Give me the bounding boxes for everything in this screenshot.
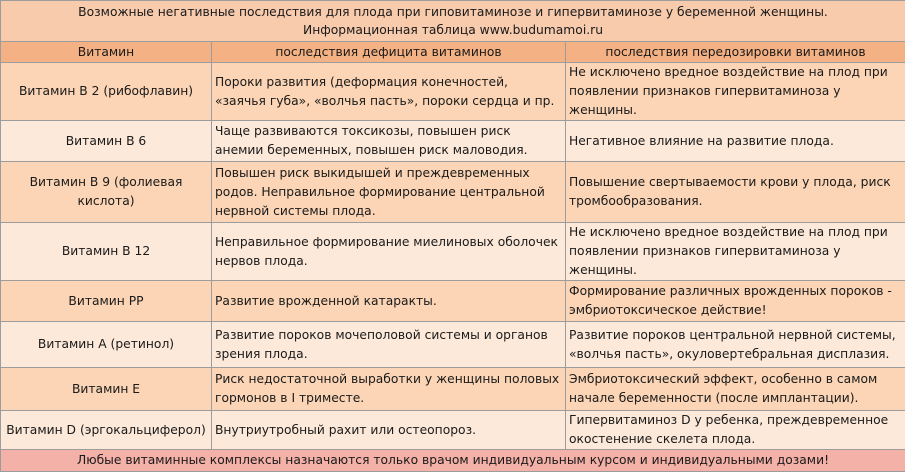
vitamin-cell: Витамин В 2 (рибофлавин) [1, 63, 212, 121]
footer-note: Любые витаминные комплексы назначаются только врачом индивидуальным курсом и индивидуальными дозами! [1, 450, 905, 472]
overdose-cell: Не исключено вредное воздействие на плод при появлении признаков гипервитаминоза у женщины. [566, 63, 905, 121]
table-title [1, 1, 905, 42]
overdose-cell: Не исключено вредное воздействие на плод при появлении признаков гипервитаминоза у женщины. [566, 223, 905, 281]
overdose-cell: Негативное влияние на развитие плода. [566, 121, 905, 162]
vitamin-cell: Витамин В 6 [1, 121, 212, 162]
table-row [1, 281, 905, 322]
vitamin-cell: Витамин D (эргокальциферол) [1, 411, 212, 450]
deficit-cell: Повышен риск выкидышей и преждевременных родов. Неправильное формирование центральной нервной системы плода. [212, 162, 566, 223]
table-row [1, 121, 905, 162]
vitamin-cell: Витамин В 12 [1, 223, 212, 281]
deficit-cell: Развитие врожденной катаракты. [212, 281, 566, 322]
table-row [1, 322, 905, 368]
overdose-cell: Развитие пороков центральной нервной системы, «волчья пасть», окуловертебральная дисплазия. [566, 322, 905, 368]
table-row [1, 411, 905, 450]
deficit-cell: Чаще развиваются токсикозы, повышен риск анемии беременных, повышен риск маловодия. [212, 121, 566, 162]
overdose-cell: Эмбриотоксический эффект, особенно в самом начале беременности (после имплантации). [566, 368, 905, 411]
overdose-cell: Формирование различных врожденных пороков - эмбриотоксическое действие! [566, 281, 905, 322]
deficit-cell: Развитие пороков мочеполовой системы и органов зрения плода. [212, 322, 566, 368]
deficit-cell: Риск недостаточной выработки у женщины половых гормонов в I триместе. [212, 368, 566, 411]
title-line-2: Информационная таблица www.budumamoi.ru [1, 21, 905, 39]
header-row [1, 42, 905, 63]
deficit-cell: Внутриутробный рахит или остеопороз. [212, 411, 566, 450]
deficit-cell: Пороки развития (деформация конечностей, «заячья губа», «волчья пасть», пороки сердца и пр. [212, 63, 566, 121]
vitamin-cell: Витамин Е [1, 368, 212, 411]
deficit-cell: Неправильное формирование миелиновых оболочек нервов плода. [212, 223, 566, 281]
table-row [1, 162, 905, 223]
header-deficit: последствия дефицита витаминов [212, 42, 566, 63]
table-row [1, 223, 905, 281]
overdose-cell: Гипервитаминоз D у ребенка, преждевременное окостенение скелета плода. [566, 411, 905, 450]
overdose-cell: Повышение свертываемости крови у плода, риск тромбообразования. [566, 162, 905, 223]
header-vitamin: Витамин [1, 42, 212, 63]
vitamin-cell: Витамин А (ретинол) [1, 322, 212, 368]
vitamin-cell: Витамин В 9 (фолиевая кислота) [1, 162, 212, 223]
table-row [1, 63, 905, 121]
title-line-1: Возможные негативные последствия для плода при гиповитаминозе и гипервитаминозе у беременной женщины. [1, 3, 905, 21]
header-overdose: последствия передозировки витаминов [566, 42, 905, 63]
vitamin-cell: Витамин РР [1, 281, 212, 322]
table-row [1, 368, 905, 411]
